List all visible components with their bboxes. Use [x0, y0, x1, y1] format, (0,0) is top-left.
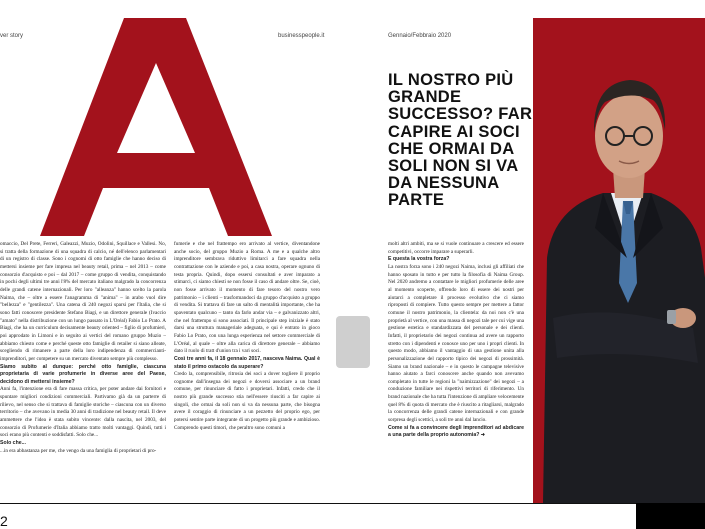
portrait-photo — [533, 18, 705, 503]
bottom-margin — [0, 503, 705, 529]
big-letter-a — [40, 18, 272, 236]
issue-date: Gennaio/Febbraio 2020 — [388, 33, 452, 39]
page-number: 2 — [0, 513, 8, 529]
man-portrait-illustration — [533, 18, 705, 503]
paragraph: omaccio, Del Prete, Ferreri, Galeazzi, Muzio, Odolini, Squillace e Vallesi. No, si tratta della formazione di una squadra di calcio, né dell'elenco parlamentari di un registro di classe. Sono i cognomi di otto famiglie che hanno deciso di mettersi insieme per fare impresa nel beauty retail, prima – nel 2013 – come consorzio d'acquisto e poi – dal 2017 – come gruppo di vendita, conquistando in pochi degli ultimi tre anni l'8% del mercato italiano malgrado la concorrenza delle grandi catene internazionali. Per loro "alleanza" hanno scelto la parola Naima, che – oltre a essere l'anagramma di "anima" – in arabo vuol dire "bellezza" e "gentilezza". Una catena di 240 negozi sparsi per l'Italia, che si sono fatti conoscere presidente Stefano Biagi, e un direttore generale (Ivaccio "amato" nella distribuzione con un lungo passato in L'Oréal) Fabio Lo Prato. A Biagi, che ha un curriculum decisamente beauty oriented – figlio di profumieri, poi approdato in Limoni e in seguito ai vertici del romano gruppo Muzio – abbiamo chiesto come e perché queste otto famiglie di retailer si siano alleate, scegliendo di rimanere a parte della loro indipendenza di commercianti-imprenditori, per competere su un mercato diventato sempre più complesso. — [0, 241, 166, 362]
section-label: ver story — [0, 33, 24, 39]
article-column-1 — [0, 241, 166, 503]
paragraph: Credo la, comprensibile, ritrosia dei soci a dover togliere il proprio cognome dall'insegna dei negozi e doversi associare a un brand comune, per rinunciare di fatto i proprietari. Infatti, credo che il nostro più grande successo stia nell'essere riusciti a far capire ai singoli, che ormai da soli non si va da nessuna parte, che bisogna avere il coraggio di rinunciare a un pezzetto del proprio ego, per potersi sentire parte integrante di un progetto più grande e ambizioso. Comprendo questi timori, che peraltro sono comuni a — [174, 371, 320, 431]
page-gutter — [336, 316, 370, 368]
bottom-rule — [0, 503, 636, 504]
paragraph: ...in era abbastanza per me, che vengo da una famiglia di proprietari di pro- — [0, 447, 157, 454]
article-column-2 — [174, 241, 320, 503]
interview-question: E questa la vostra forza? — [388, 256, 450, 263]
website-label: businesspeople.it — [278, 33, 325, 39]
paragraph: Anni fa, l'intenzione era di fare massa critica, per poter andare dai fornitori e spuntare migliori condizioni commerciali. Partivamo già da un parterre di rilievo, nel senso che si trattava di famiglie storiche – ciascuna con un diverso territorio – che avevano in media 30 anni di tradizione nel beauty retail. Il deve ammettere che l'idea è stata subito vincente: dalla nascita, nel 2003, del consorzio di Profumerie d'Italia abbiamo tratto molti vantaggi. Quindi, tutti i soci erano più contenti e soddisfatti. Solo che... — [0, 386, 166, 439]
article-column-3 — [388, 241, 524, 481]
interview-question: Siamo subito al dunque: perché otto famiglie, ciascuna proprietaria di varie profumerie in diverse aree del Paese, decidono di mettersi insieme? — [0, 363, 166, 385]
interview-question: Così tre anni fa, il 18 gennaio 2017, nasceva Naima. Qual è stato il primo ostacolo da superare? — [174, 355, 320, 370]
pull-quote-headline: IL NOSTRO PIÙ GRANDE SUCCESSO? FAR CAPIRE AI SOCI CHE ORMAI DA SOLI NON SI VA DA NESSUNA PARTE — [388, 71, 533, 210]
paragraph: molti altri ambiti, ma se si vuole continuare a crescere ed essere competitivi, occorre imparare a superarli. — [388, 241, 524, 255]
paragraph: La nostra forza sono i 240 negozi Naima, inclusi gli affiliati che hanno sposato in tutto e per tutto la filosofia di Naima Group. Nel 2020 andremo a contattare le migliori profumerie delle aree al momento scoperte, offrendo loro di essere dei nostri per aiutarci a completare il processo evolutivo che ci siamo riproposti di compiere. Tutto questo sempre per mettere a fattor comune il nostro patrimonio, la clientela: da noi non c'è una proprietà al vertice, con una massa di negozi tale per cui vige una gestione estetica e standardizzata del personale e dei clienti. Infatti, il proprietario dei negozi continua ad avere un rapporto stretto con i dipendenti e conosce uno per uno i propri clienti. In questo modo, abbiamo il vantaggio di una gestione unita alla personalizzazione del rapporto tipico dei negozi di prossimità. Siamo un brand nazionale – e in questo le campagne televisive hanno aiutato a farci conoscere anche quando non avevamo completato in tutte le regioni la "naimizzazione" dei negozi – a conduzione familiare nei rispettivi territori di riferimento. Un brand nazionale che ha tutta l'intenzione di ampliare velocemente quel 8% di quota di mercato che è riuscito a ritagliarsi, malgrado la concorrenza delle grandi catene internazionali e con grande sorpresa degli scettici, a soli tre anni dal lancio. — [388, 263, 524, 424]
paragraph: fumerie e che nel frattempo ero arrivato al vertice, diventandone anche socio, del gruppo Muzio a Roma. A me e a qualche altro imprenditore sembrava riduttivo limitarci a fare squadra nella contrattazione con le aziende e poi, a casa nostra, operare ognuno di testa propria. Quindi, dopo essersi consultati e aver imparato a stimarci, ci siamo chiesti se non fosse il caso di andare oltre. Se, cioè, non fosse arrivato il momento di fare tesoro del nostro vero patrimonio – i clienti – trasformandoci da gruppo d'acquisto a gruppo di vendita. Si trattava di fare un salto di mentalità importante, che ha spaventato qualcuno – tanto da farlo andar via – e galvanizzato altri, che nel frattempo si sono associati. Il principale step iniziale è stato darsi una struttura manageriale adeguata, e qui è entrato in gioco Fabio Lo Prato, con una lunga esperienza nel settore commerciale di L'Oréal, al quale – oltre alla carica di direttore generale – abbiamo dato il ruolo di tratt d'union tra i vari soci. — [174, 241, 320, 355]
interview-question: Come si fa a convincere degli imprenditori ad abdicare a una parte della proprio autonomia? ➜ — [388, 424, 524, 439]
bottom-dark-strip — [636, 503, 705, 529]
interview-question: Solo che... — [0, 440, 26, 447]
